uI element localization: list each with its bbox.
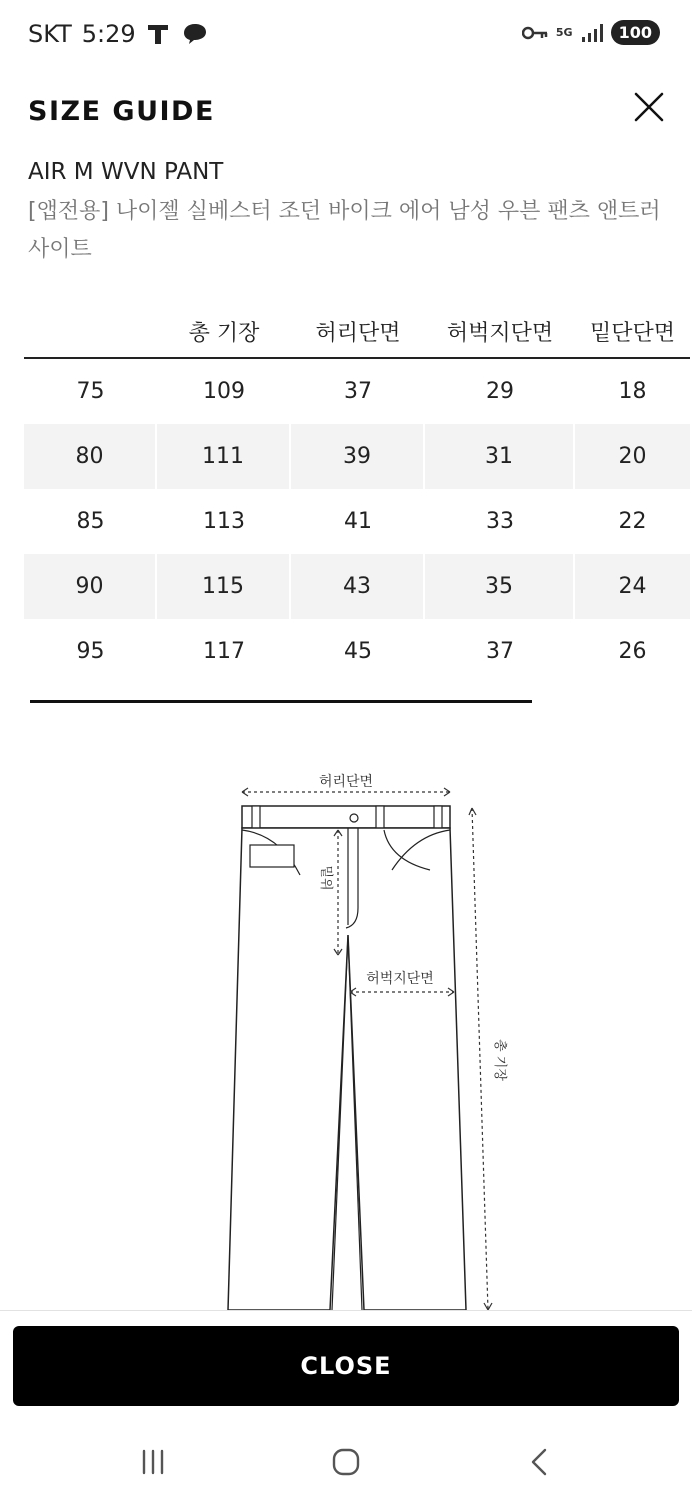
signal-icon xyxy=(581,23,603,43)
size-table-header xyxy=(24,305,690,359)
footer-divider xyxy=(0,1310,692,1311)
nav-recents-button[interactable] xyxy=(133,1442,173,1482)
cell-total-length: 111 xyxy=(157,424,291,489)
cell-hem: 24 xyxy=(575,554,690,619)
size-table xyxy=(24,305,690,684)
cell-total-length: 109 xyxy=(203,379,245,404)
system-nav-bar xyxy=(0,1420,692,1500)
product-name: AIR M WVN PANT xyxy=(28,159,224,185)
length-label: 총 기장 xyxy=(492,1039,507,1081)
header-hem: 밑단단면 xyxy=(575,305,690,359)
network-indicator xyxy=(555,25,573,39)
table-row xyxy=(24,424,690,489)
header-thigh: 허벅지단면 xyxy=(425,305,575,359)
nav-back-button[interactable] xyxy=(520,1442,560,1482)
status-left xyxy=(28,20,208,48)
nav-home-button[interactable] xyxy=(326,1442,366,1482)
table-row xyxy=(24,619,690,684)
length-dimension-line xyxy=(472,808,488,1310)
cell-total-length: 117 xyxy=(203,639,245,664)
back-icon xyxy=(527,1446,553,1478)
cell-size: 80 xyxy=(24,424,157,489)
cell-waist: 41 xyxy=(344,509,372,534)
rise-label: 밑위 xyxy=(318,865,333,891)
key-icon xyxy=(522,25,548,41)
tmap-icon xyxy=(146,22,172,46)
cell-thigh: 37 xyxy=(486,639,514,664)
pants-measurement-diagram xyxy=(200,760,520,1315)
close-icon[interactable] xyxy=(632,90,666,124)
waistband-shape xyxy=(242,806,450,828)
cell-hem: 18 xyxy=(618,379,647,404)
cell-size: 85 xyxy=(76,509,105,534)
clock: 5:29 xyxy=(81,20,136,48)
battery-badge: 100 xyxy=(611,20,660,45)
carrier-label: SKT xyxy=(28,20,72,48)
cell-hem: 22 xyxy=(618,509,647,534)
pants-outline xyxy=(228,828,466,1310)
button-shape xyxy=(350,814,358,822)
cell-thigh: 31 xyxy=(425,424,575,489)
cell-thigh: 35 xyxy=(425,554,575,619)
cell-hem: 20 xyxy=(575,424,690,489)
home-icon xyxy=(330,1446,362,1478)
table-row xyxy=(24,554,690,619)
cell-size: 95 xyxy=(76,639,105,664)
table-row xyxy=(24,489,690,554)
thigh-label: 허벅지단면 xyxy=(366,971,434,987)
product-info xyxy=(28,155,668,269)
header-waist: 허리단면 xyxy=(291,305,425,359)
cell-waist: 37 xyxy=(344,379,372,404)
table-end-rule xyxy=(30,700,532,703)
cell-waist: 39 xyxy=(291,424,425,489)
cell-total-length: 113 xyxy=(203,509,245,534)
size-guide-header xyxy=(0,80,692,150)
pants-diagram-svg xyxy=(200,760,520,1315)
page-title: SIZE GUIDE xyxy=(28,96,215,127)
table-row xyxy=(24,359,690,424)
cell-hem: 26 xyxy=(618,639,647,664)
cell-waist: 43 xyxy=(291,554,425,619)
waist-label: 허리단면 xyxy=(318,774,374,790)
cell-size: 90 xyxy=(24,554,157,619)
cell-size: 75 xyxy=(76,379,105,404)
cell-thigh: 33 xyxy=(486,509,514,534)
recents-icon xyxy=(138,1448,168,1476)
close-button[interactable]: CLOSE xyxy=(13,1326,679,1406)
network-label: 5G xyxy=(555,25,573,39)
chat-app-icon xyxy=(182,22,208,46)
product-description: [앱전용] 나이젤 실베스터 조던 바이크 에어 남성 우븐 팬츠 앤트러사이트 xyxy=(28,199,661,262)
cell-thigh: 29 xyxy=(486,379,514,404)
status-right xyxy=(522,20,660,45)
status-bar xyxy=(0,0,692,70)
header-total-length: 총 기장 xyxy=(157,305,291,359)
cell-waist: 45 xyxy=(344,639,372,664)
cell-total-length: 115 xyxy=(157,554,291,619)
header-size xyxy=(24,305,157,359)
